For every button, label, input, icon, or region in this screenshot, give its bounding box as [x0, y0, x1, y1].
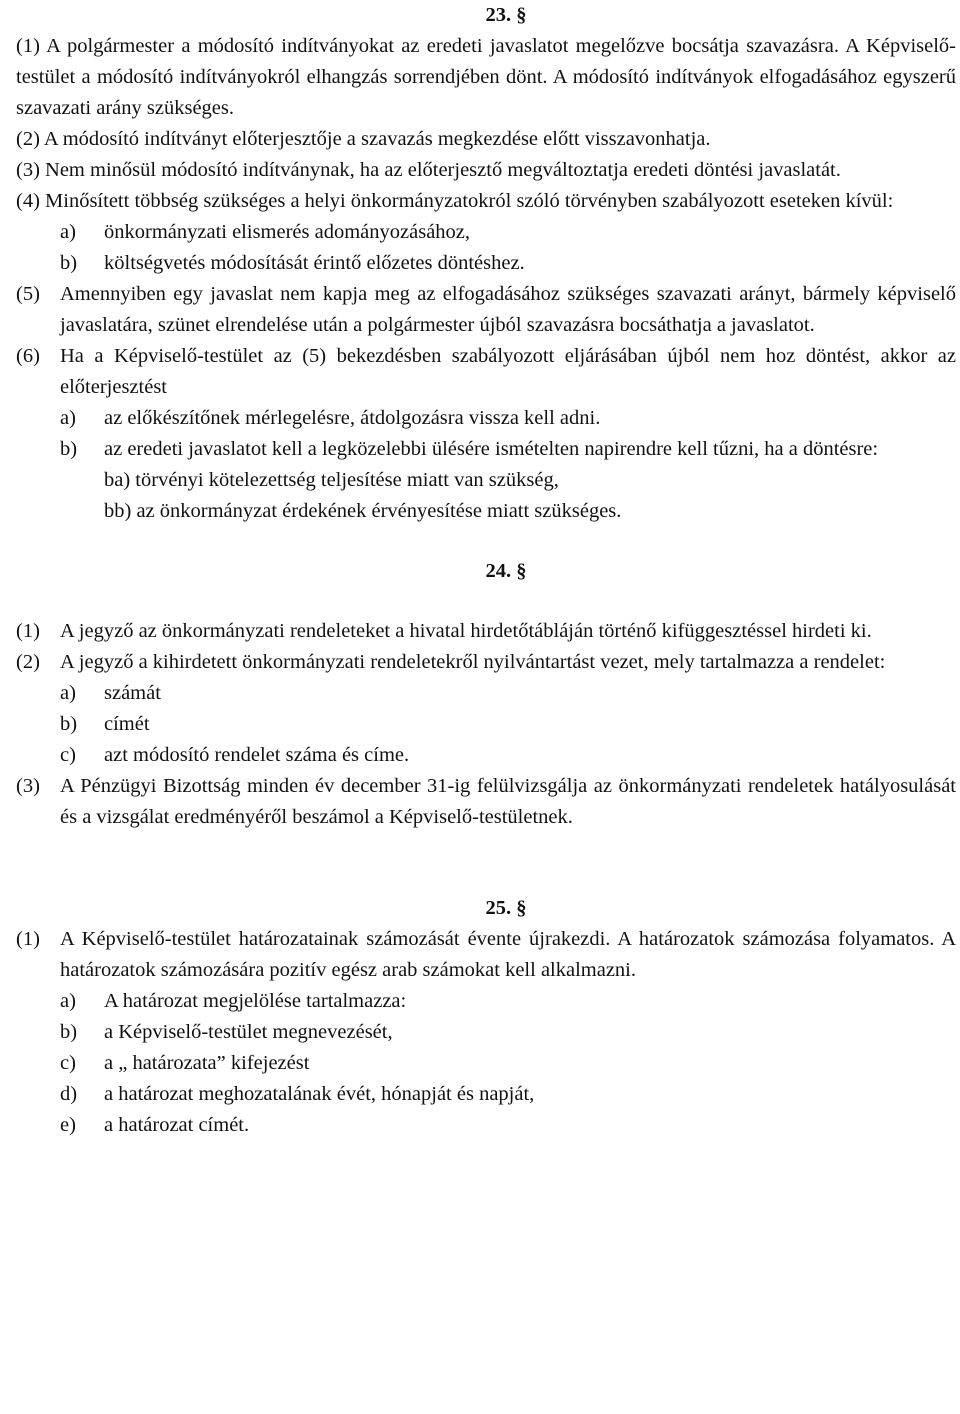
paragraph-23-5: [16, 279, 956, 341]
paragraph-number: (3): [16, 159, 40, 181]
paragraph-24-2: [16, 647, 956, 678]
paragraph-text: A polgármester a módosító indítványokat az eredeti javaslatot megelőzve bocsátja szavazásra. A Képviselő-testület a módosító indítványokról elhangzás sorrendjében dönt. A módosító indítványok elfogadásához egyszerű szavazati arány szükséges.: [16, 35, 956, 119]
list-item-23-4-a: [60, 217, 956, 248]
list-item-23-4-b: [60, 248, 956, 279]
paragraph-23-6: [16, 341, 956, 403]
list-item-25-1-d: [60, 1079, 956, 1110]
paragraph-23-2: [16, 124, 956, 155]
paragraph-text: Nem minősül módosító indítványnak, ha az előterjesztő megváltoztatja eredeti döntési javaslatát.: [45, 159, 841, 181]
paragraph-number: (1): [16, 928, 40, 950]
item-text: címét: [104, 713, 150, 735]
item-label: c): [60, 1052, 76, 1074]
item-text: azt módosító rendelet száma és címe.: [104, 744, 410, 766]
section-heading-25: 25. §: [485, 897, 527, 919]
item-text: önkormányzati elismerés adományozásához,: [104, 221, 471, 243]
list-item-23-6-b: [60, 434, 956, 465]
paragraph-text: Ha a Képviselő-testület az (5) bekezdésben szabályozott eljárásában újból nem hoz döntést, akkor az előterjesztést: [60, 345, 956, 398]
item-text: a Képviselő-testület megnevezését,: [104, 1021, 393, 1043]
item-label: b): [60, 713, 78, 735]
item-label: b): [60, 252, 78, 274]
paragraph-text: A módosító indítványt előterjesztője a szavazás megkezdése előtt visszavonhatja.: [43, 128, 711, 150]
list-item-24-2-b: [60, 709, 956, 740]
item-text: a „ határozata” kifejezést: [104, 1052, 310, 1074]
list-subitem-23-6-ba: ba) törvényi kötelezettség teljesítése miatt van szükség,: [104, 469, 559, 491]
item-text: A határozat megjelölése tartalmazza:: [104, 990, 407, 1012]
document-page: [16, 0, 956, 1141]
item-text: a határozat címét.: [104, 1114, 250, 1136]
paragraph-number: (4): [16, 190, 40, 212]
item-label: a): [60, 990, 76, 1012]
section-heading-24: 24. §: [485, 560, 527, 582]
paragraph-text: A Pénzügyi Bizottság minden év december 31-ig felülvizsgálja az önkormányzati rendeletek hatályosulását és a vizsgálat eredményéről beszámol a Képviselő-testületnek.: [60, 775, 956, 828]
paragraph-text: Amennyiben egy javaslat nem kapja meg az elfogadásához szükséges szavazati arányt, bármely képviselő javaslatára, szünet elrendelése után a polgármester újból szavazásra bocsáthatja a javaslatot.: [60, 283, 956, 336]
list-item-25-1-c: [60, 1048, 956, 1079]
paragraph-number: (1): [16, 620, 40, 642]
paragraph-23-3: [16, 155, 956, 186]
paragraph-number: (1): [16, 35, 40, 57]
paragraph-text: Minősített többség szükséges a helyi önkormányzatokról szóló törvényben szabályozott eseteken kívül:: [45, 190, 894, 212]
item-label: e): [60, 1114, 76, 1136]
paragraph-text: A jegyző az önkormányzati rendeleteket a hivatal hirdetőtábláján történő kifüggesztéssel hirdeti ki.: [60, 620, 872, 642]
paragraph-24-1: [16, 616, 956, 647]
paragraph-23-4: [16, 186, 956, 217]
item-label: d): [60, 1083, 78, 1105]
list-subitem-23-6-bb: bb) az önkormányzat érdekének érvényesítése miatt szükséges.: [104, 500, 622, 522]
item-label: a): [60, 682, 76, 704]
item-text: a határozat meghozatalának évét, hónapját és napját,: [104, 1083, 535, 1105]
list-item-25-1-a: [60, 986, 956, 1017]
paragraph-number: (6): [16, 345, 40, 367]
paragraph-number: (3): [16, 775, 40, 797]
item-label: b): [60, 438, 78, 460]
paragraph-number: (2): [16, 128, 40, 150]
list-item-24-2-a: [60, 678, 956, 709]
item-text: az eredeti javaslatot kell a legközelebbi ülésére ismételten napirendre kell tűzni, ha a döntésre:: [104, 438, 879, 460]
paragraph-24-3: [16, 771, 956, 833]
item-label: a): [60, 221, 76, 243]
item-text: az előkészítőnek mérlegelésre, átdolgozásra vissza kell adni.: [104, 407, 601, 429]
section-heading-23: 23. §: [485, 4, 527, 26]
item-text: költségvetés módosítását érintő előzetes döntéshez.: [104, 252, 525, 274]
list-item-24-2-c: [60, 740, 956, 771]
paragraph-23-1: [16, 31, 956, 124]
item-label: a): [60, 407, 76, 429]
item-text: számát: [104, 682, 161, 704]
list-item-25-1-e: [60, 1110, 956, 1141]
list-item-23-6-a: [60, 403, 956, 434]
paragraph-text: A jegyző a kihirdetett önkormányzati rendeletekről nyilvántartást vezet, mely tartalmazza a rendelet:: [60, 651, 886, 673]
paragraph-25-1: [16, 924, 956, 986]
list-item-25-1-b: [60, 1017, 956, 1048]
paragraph-number: (2): [16, 651, 40, 673]
item-label: c): [60, 744, 76, 766]
paragraph-text: A Képviselő-testület határozatainak számozását évente újrakezdi. A határozatok számozása folyamatos. A határozatok számozására pozitív egész arab számokat kell alkalmazni.: [60, 928, 956, 981]
paragraph-number: (5): [16, 283, 40, 305]
item-label: b): [60, 1021, 78, 1043]
